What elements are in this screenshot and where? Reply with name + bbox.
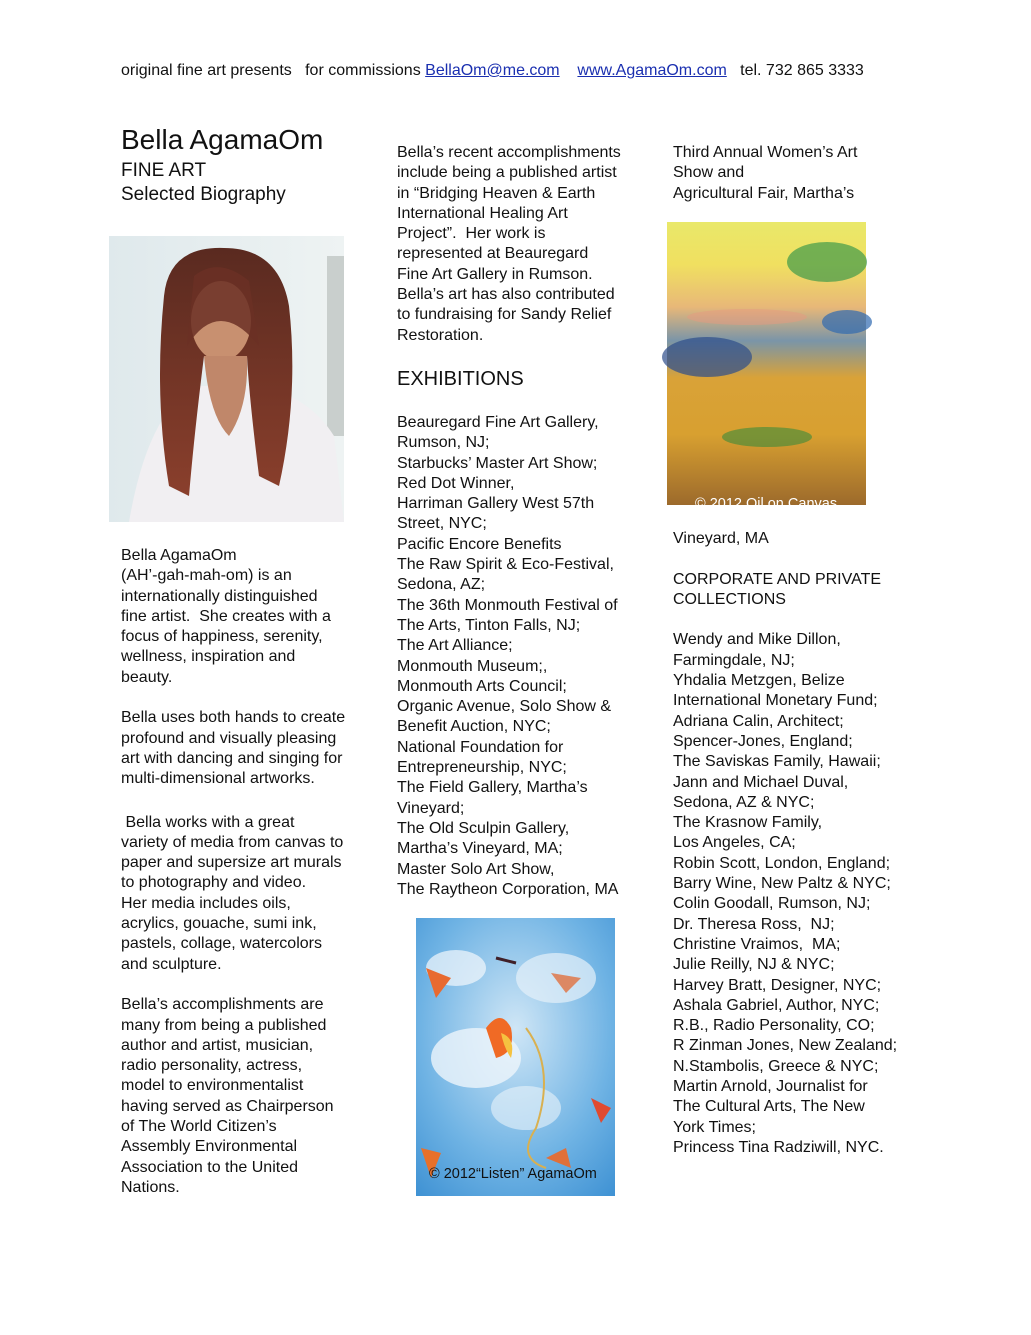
collection-item: Jann and Michael Duval, (673, 773, 849, 791)
exhibitions-heading: EXHIBITIONS (397, 367, 524, 390)
recent-accomplishments (397, 143, 657, 346)
text-line: focus of happiness, serenity, (121, 628, 323, 646)
portrait-photo (109, 236, 344, 522)
collection-item: Los Angeles, CA; (673, 834, 796, 852)
collection-item: Yhdalia Metzgen, Belize (673, 672, 845, 690)
collection-item: International Monetary Fund; (673, 692, 878, 710)
collection-item: Barry Wine, New Paltz & NYC; (673, 875, 891, 893)
bio-paragraph-intro (121, 546, 371, 688)
collection-item: Harvey Bratt, Designer, NYC; (673, 976, 882, 994)
exhibition-continued-end: Vineyard, MA (673, 530, 769, 547)
collection-item: Robin Scott, London, England; (673, 854, 891, 872)
exhibition-item: National Foundation for (397, 738, 564, 756)
portrait-illustration (109, 236, 344, 522)
text-line: Her media includes oils, (121, 894, 291, 912)
text-line: fine artist. She creates with a (121, 607, 331, 625)
exhibition-item: Monmouth Arts Council; (397, 677, 567, 695)
text-line: include being a published artist (397, 164, 617, 182)
exhibition-item: Master Solo Art Show, (397, 860, 555, 878)
collection-item: Princess Tina Radziwill, NYC. (673, 1138, 884, 1156)
text-line: to fundraising for Sandy Relief (397, 306, 612, 324)
exhibition-item: Organic Avenue, Solo Show & (397, 698, 612, 716)
text-line: represented at Beauregard (397, 245, 589, 263)
text-line: Bella uses both hands to create (121, 709, 346, 727)
collection-item: Adriana Calin, Architect; (673, 712, 844, 730)
exhibition-item: Sedona, AZ; (397, 576, 486, 594)
text-line: wellness, inspiration and (121, 648, 296, 666)
collection-item: The Cultural Arts, The New (673, 1098, 865, 1116)
text-line: Assembly Environmental (121, 1138, 298, 1156)
collection-item: Dr. Theresa Ross, NJ; (673, 915, 835, 933)
exhibition-item: Martha’s Vineyard, MA; (397, 840, 563, 858)
collection-item: Sedona, AZ & NYC; (673, 793, 815, 811)
painting-listen (416, 918, 615, 1196)
text-line: of The World Citizen’s (121, 1118, 277, 1136)
exhibition-item: The Raytheon Corporation, MA (397, 880, 619, 898)
text-line: having served as Chairperson (121, 1097, 334, 1115)
caption-line: © 2012 Oil on Canvas (695, 496, 838, 512)
text-line: Nations. (121, 1178, 180, 1196)
subtitle-block (121, 159, 286, 207)
exhibition-item: The Raw Spirit & Eco-Festival, (397, 556, 614, 574)
collection-item: York Times; (673, 1118, 756, 1136)
text-line: Show and (673, 164, 745, 182)
text-line: to photography and video. (121, 874, 307, 892)
exhibition-item: Entrepreneurship, NYC; (397, 759, 567, 777)
exhibition-item: Pacific Encore Benefits (397, 535, 562, 553)
text-line: internationally distinguished (121, 587, 318, 605)
text-line: art with dancing and singing for (121, 749, 343, 767)
phone-number: tel. 732 865 3333 (740, 62, 864, 79)
exhibition-continued (673, 143, 923, 204)
collection-item: Ashala Gabriel, Author, NYC; (673, 996, 880, 1014)
subtitle-fine-art: FINE ART (121, 160, 207, 181)
bio-paragraph-hands (121, 708, 371, 789)
exhibition-item: The Art Alliance; (397, 637, 513, 655)
collection-item: N.Stambolis, Greece & NYC; (673, 1057, 879, 1075)
collections-column (673, 143, 923, 204)
heading-line: COLLECTIONS (673, 590, 786, 608)
collection-item: Colin Goodall, Rumson, NJ; (673, 895, 871, 913)
text-line: in “Bridging Heaven & Earth (397, 184, 596, 202)
text-line: and sculpture. (121, 955, 222, 973)
header-intro: original fine art presents (121, 62, 292, 79)
text-line: Bella works with a great (121, 813, 295, 831)
artist-name: Bella AgamaOm (121, 124, 324, 155)
exhibition-item: Monmouth Museum;, (397, 657, 548, 675)
text-line: many from being a published (121, 1016, 327, 1034)
caption-line: “To Degas” AgamaOm (686, 556, 830, 572)
collections-list (673, 630, 923, 1158)
bio-paragraph-accomplishments (121, 995, 371, 1198)
collection-item: R.B., Radio Personality, CO; (673, 1017, 875, 1035)
collection-item: R Zinman Jones, New Zealand; (673, 1037, 898, 1055)
exhibition-item: Red Dot Winner, (397, 474, 515, 492)
exhibition-item: Vineyard; (397, 799, 465, 817)
exhibition-item: Street, NYC; (397, 515, 487, 533)
text-line: Restoration. (397, 326, 484, 344)
text-line: Third Annual Women’s Art (673, 144, 858, 161)
collection-item: The Saviskas Family, Hawaii; (673, 753, 881, 771)
exhibition-item: The Field Gallery, Martha’s (397, 779, 588, 797)
text-line: profound and visually pleasing (121, 729, 337, 747)
exhibitions-column (397, 143, 657, 900)
email-link[interactable]: BellaOm@me.com (425, 62, 560, 79)
painting-listen-caption: © 2012“Listen” AgamaOm (429, 1166, 597, 1182)
text-line: (AH’-gah-mah-om) is an (121, 567, 292, 585)
text-line: Association to the United (121, 1158, 298, 1176)
bio-paragraph-media (121, 813, 371, 975)
text-line: multi-dimensional artworks. (121, 770, 315, 788)
text-line: Agricultural Fair, Martha’s (673, 184, 855, 202)
text-line: author and artist, musician, (121, 1036, 314, 1054)
exhibition-item: The Arts, Tinton Falls, NJ; (397, 616, 581, 634)
exhibition-item: Benefit Auction, NYC; (397, 718, 551, 736)
text-line: beauty. (121, 668, 173, 686)
text-line: model to environmentalist (121, 1077, 304, 1095)
collections-heading (673, 570, 923, 611)
collection-item: Spencer-Jones, England; (673, 732, 853, 750)
collection-item: Julie Reilly, NJ & NYC; (673, 956, 835, 974)
text-line: radio personality, actress, (121, 1057, 303, 1075)
text-line: variety of media from canvas to (121, 833, 344, 851)
collections-section (673, 529, 923, 1158)
text-line: Bella’s accomplishments are (121, 996, 324, 1014)
commissions-label: for commissions (305, 62, 421, 79)
exhibition-item: The Old Sculpin Gallery, (397, 819, 570, 837)
text-line: Fine Art Gallery in Rumson. (397, 265, 593, 283)
heading-line: CORPORATE AND PRIVATE (673, 570, 882, 588)
exhibition-item: Harriman Gallery West 57th (397, 495, 595, 513)
text-line: acrylics, gouache, sumi ink, (121, 915, 317, 933)
subtitle-biography: Selected Biography (121, 184, 286, 205)
text-line: paper and supersize art murals (121, 854, 342, 872)
painting-listen-illustration (416, 918, 615, 1196)
text-line: International Healing Art (397, 204, 568, 222)
text-line: Project”. Her work is (397, 225, 546, 243)
collection-item: Wendy and Mike Dillon, (673, 631, 841, 649)
biography-column (121, 546, 371, 1198)
exhibitions-list (397, 413, 657, 900)
exhibition-item: Beauregard Fine Art Gallery, (397, 413, 599, 431)
text-line: pastels, collage, watercolors (121, 935, 322, 953)
collection-item: Martin Arnold, Journalist for (673, 1078, 868, 1096)
collection-item: The Krasnow Family, (673, 814, 823, 832)
collection-item: Christine Vraimos, MA; (673, 935, 841, 953)
contact-header (121, 62, 864, 80)
text-line: Bella AgamaOm (121, 547, 237, 564)
website-link[interactable]: www.AgamaOm.com (577, 62, 727, 79)
exhibition-item: The 36th Monmouth Festival of (397, 596, 618, 614)
text-line: Bella’s art has also contributed (397, 286, 615, 304)
exhibition-item: Starbucks’ Master Art Show; (397, 454, 598, 472)
text-line: Bella’s recent accomplishments (397, 144, 621, 161)
exhibition-item: Rumson, NJ; (397, 434, 490, 452)
collection-item: Farmingdale, NJ; (673, 651, 795, 669)
